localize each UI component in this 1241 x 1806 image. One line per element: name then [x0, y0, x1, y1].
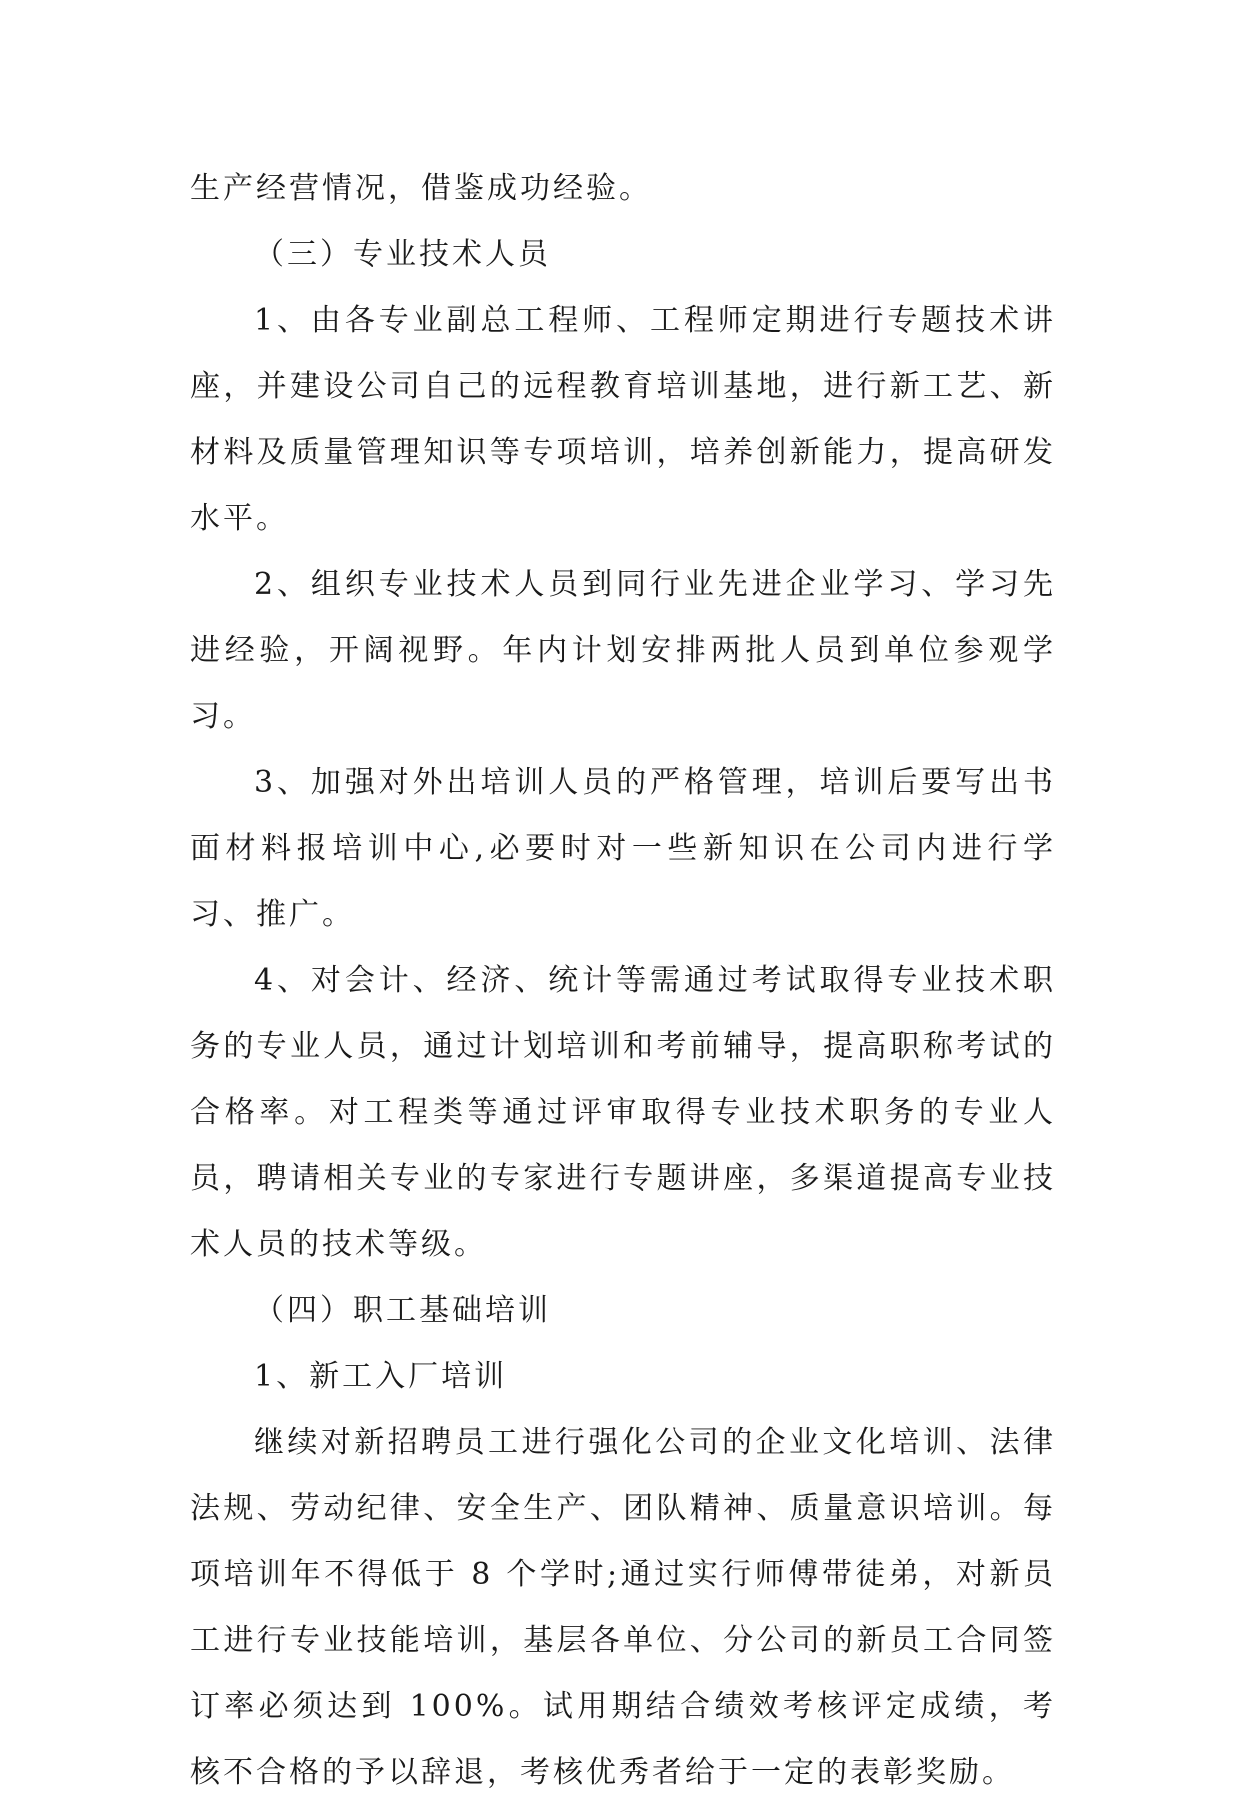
paragraph-new-employee-training: 继续对新招聘员工进行强化公司的企业文化培训、法律法规、劳动纪律、安全生产、团队精神、质量意识培训。每项培训年不得低于 8 个学时;通过实行师傅带徒弟，对新员工进行专业技能培训，基层各单位、分公司的新员工合同签订率必须达到 100%。试用期结合绩效考核评定成绩，考核不合格的予以辞退，考核优秀者给于一定的表彰奖励。 [190, 1425, 1056, 1790]
section-heading-4: （四）职工基础培训 [254, 1293, 551, 1328]
paragraph-item-1: 1、由各专业副总工程师、工程师定期进行专题技术讲座，并建设公司自己的远程教育培训基地，进行新工艺、新材料及质量管理知识等专项培训，培养创新能力，提高研发水平。 [190, 303, 1056, 536]
subsection-heading-1: 1、新工入厂培训 [254, 1359, 508, 1394]
paragraph-item-2: 2、组织专业技术人员到同行业先进企业学习、学习先进经验，开阔视野。年内计划安排两批人员到单位参观学习。 [190, 567, 1056, 734]
document-body [190, 156, 1056, 1806]
paragraph-item-3: 3、加强对外出培训人员的严格管理，培训后要写出书面材料报培训中心,必要时对一些新知识在公司内进行学习、推广。 [190, 765, 1056, 932]
paragraph-continuation: 生产经营情况，借鉴成功经验。 [190, 171, 652, 206]
paragraph-item-4: 4、对会计、经济、统计等需通过考试取得专业技术职务的专业人员，通过计划培训和考前辅导，提高职称考试的合格率。对工程类等通过评审取得专业技术职务的专业人员，聘请相关专业的专家进行专题讲座，多渠道提高专业技术人员的技术等级。 [190, 963, 1056, 1262]
section-heading-3: （三）专业技术人员 [254, 237, 551, 272]
